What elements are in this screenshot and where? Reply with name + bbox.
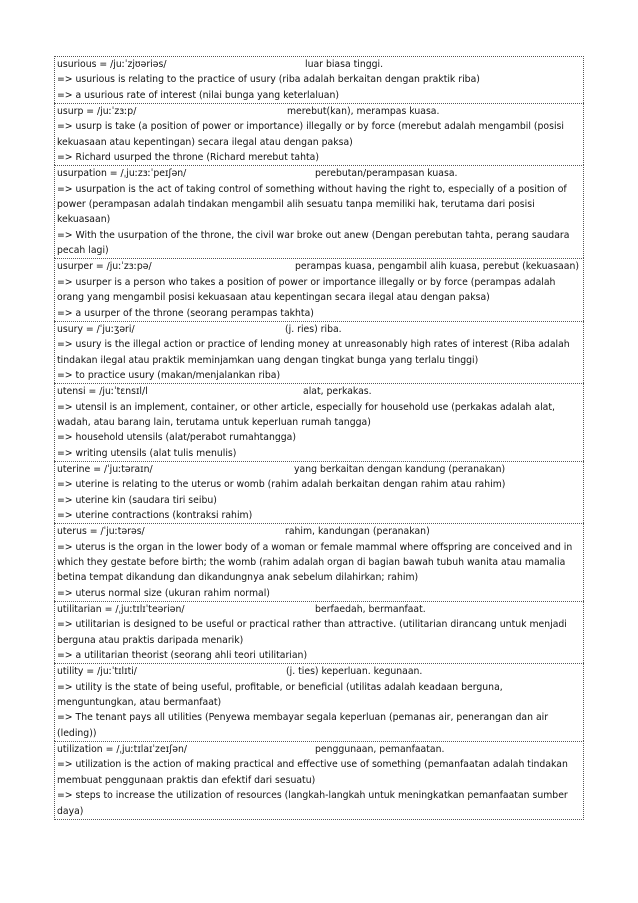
entry-example-line: => steps to increase the utilization of resources (langkah-langkah untuk meningkatkan pemanfaatan sumber daya) <box>57 790 568 817</box>
entry-headline <box>57 602 581 617</box>
entry-headline <box>57 322 581 337</box>
entry-example-line: => utilitarian is designed to be useful or practical rather than attractive. (utilitarian dirancang untuk menjadi berguna atau praktis daripada menarik) <box>57 619 567 646</box>
dictionary-entry <box>54 523 584 601</box>
entry-example-line: => usury is the illegal action or practice of lending money at unreasonably high rates of interest (Riba adalah tindakan ilegal atau praktik meminjamkan uang dengan tingkat bunga yang terlalu tinggi) <box>57 339 570 366</box>
dictionary-entry <box>54 461 584 523</box>
entry-headline <box>57 57 581 72</box>
entry-example-line: => uterine kin (saudara tiri seibu) <box>57 494 217 506</box>
entry-meaning: (j. ties) keperluan. kegunaan. <box>286 666 423 678</box>
entry-headline <box>57 462 581 477</box>
dictionary-entry <box>54 741 584 820</box>
entry-example-line: => a usurious rate of interest (nilai bunga yang keterlaluan) <box>57 89 340 101</box>
dictionary-entry <box>54 601 584 663</box>
entry-example-line: => The tenant pays all utilities (Penyewa membayar segala keperluan (pemanas air, penerangan dan air (leding)) <box>57 712 549 739</box>
entry-term: utilitarian = /ˌjuːtɪlɪˈteəriən/ <box>57 604 185 616</box>
entry-example-line: => uterus normal size (ukuran rahim normal) <box>57 587 270 599</box>
entry-example-line: => uterus is the organ in the lower body of a woman or female mammal where offspring are conceived and in which they gestate before birth; the womb (rahim adalah organ di bagian bawah tubuh wanita atau mamalia betina tempat dikandung dan dikandungnya anak sebelum dilahirkan; rahim) <box>57 541 573 584</box>
entry-meaning: yang berkaitan dengan kandung (peranakan) <box>294 463 506 475</box>
entry-meaning: perampas kuasa, pengambil alih kuasa, perebut (kekuasaan) <box>295 261 579 273</box>
entry-term: utensi = /juːˈtɛnsɪl/l <box>57 386 148 398</box>
dictionary-page <box>54 56 584 820</box>
entry-headline <box>57 524 581 539</box>
dictionary-entry <box>54 383 584 461</box>
entry-example-line: => writing utensils (alat tulis menulis) <box>57 447 237 459</box>
entry-example-line: => utility is the state of being useful, profitable, or beneficial (utilitas adalah keadaan berguna, menguntungkan, atau bermanfaat) <box>57 681 503 709</box>
entry-term: usurpation = /ˌjuːzɜːˈpeɪʃən/ <box>57 168 187 180</box>
entry-example-line: => utilization is the action of making practical and effective use of something (pemanfaatan adalah tindakan membuat penggunaan praktis dan efektif dari sesuatu) <box>57 759 568 786</box>
entry-example-line: => usurp is take (a position of power or importance) illegally or by force (merebut adalah mengambil (posisi kekuasaan atau kepentingan) secara ilegal atau dengan paksa) <box>57 121 564 148</box>
entry-headline <box>57 384 581 399</box>
entry-example-line: => utensil is an implement, container, or other article, especially for household use (perkakas adalah alat, wadah, atau barang lain, terutama untuk keperluan rumah tangga) <box>57 401 555 428</box>
entry-term: usurp = /juːˈzɜːp/ <box>57 106 137 118</box>
dictionary-entry <box>54 258 584 320</box>
entry-example-line: => usurious is relating to the practice of usury (riba adalah berkaitan dengan praktik riba) <box>57 74 480 86</box>
dictionary-entry <box>54 321 584 383</box>
entry-example-line: => household utensils (alat/perabot rumahtangga) <box>57 432 296 444</box>
entry-term: usury = /ˈjuːʒəri/ <box>57 323 135 335</box>
entry-example-line: => uterine contractions (kontraksi rahim) <box>57 509 253 521</box>
entry-example-line: => to practice usury (makan/menjalankan riba) <box>57 369 281 381</box>
entry-term: uterus = /ˈjuːtərəs/ <box>57 526 145 538</box>
entry-example-line: => usurpation is the act of taking control of something without having the right to, especially of a position of power (perampasan adalah tindakan mengambil alih sesuatu tanpa memiliki hak, terutama dari posisi kekuasaan) <box>57 183 567 226</box>
entry-term: utility = /juːˈtɪlɪti/ <box>57 666 137 678</box>
entry-meaning: (j. ries) riba. <box>285 323 342 335</box>
dictionary-entry <box>54 663 584 741</box>
entry-term: uterine = /ˈjuːtəraɪn/ <box>57 463 153 475</box>
entry-term: utilization = /ˌjuːtɪlaɪˈzeɪʃən/ <box>57 744 187 756</box>
entry-meaning: luar biasa tinggi. <box>305 59 384 70</box>
entry-meaning: penggunaan, pemanfaatan. <box>315 744 445 756</box>
entry-headline <box>57 166 581 181</box>
entry-meaning: alat, perkakas. <box>303 386 372 398</box>
entry-example-line: => uterine is relating to the uterus or womb (rahim adalah berkaitan dengan rahim atau rahim) <box>57 479 506 491</box>
entry-headline <box>57 742 581 757</box>
entry-example-line: => With the usurpation of the throne, the civil war broke out anew (Dengan perebutan tahta, perang saudara pecah lagi) <box>57 229 570 257</box>
entry-term: usurper = /juːˈzɜːpə/ <box>57 261 152 273</box>
entry-meaning: merebut(kan), merampas kuasa. <box>287 106 440 118</box>
entry-headline <box>57 664 581 679</box>
entry-term: usurious = /juːˈzjʊəriəs/ <box>57 59 167 70</box>
entry-meaning: berfaedah, bermanfaat. <box>315 604 426 616</box>
entry-example-line: => Richard usurped the throne (Richard merebut tahta) <box>57 152 319 164</box>
dictionary-entry <box>54 165 584 258</box>
entry-meaning: perebutan/perampasan kuasa. <box>315 168 458 180</box>
entry-headline <box>57 259 581 274</box>
entry-meaning: rahim, kandungan (peranakan) <box>285 526 430 538</box>
entry-example-line: => usurper is a person who takes a position of power or importance illegally or by force (perampas adalah orang yang mengambil posisi kekuasaan atau kepentingan secara ilegal atau dengan paksa) <box>57 276 556 304</box>
dictionary-entry <box>54 56 584 103</box>
entry-example-line: => a usurper of the throne (seorang perampas takhta) <box>57 307 314 319</box>
dictionary-entry <box>54 103 584 165</box>
entry-example-line: => a utilitarian theorist (seorang ahli teori utilitarian) <box>57 650 308 662</box>
entry-headline <box>57 104 581 119</box>
